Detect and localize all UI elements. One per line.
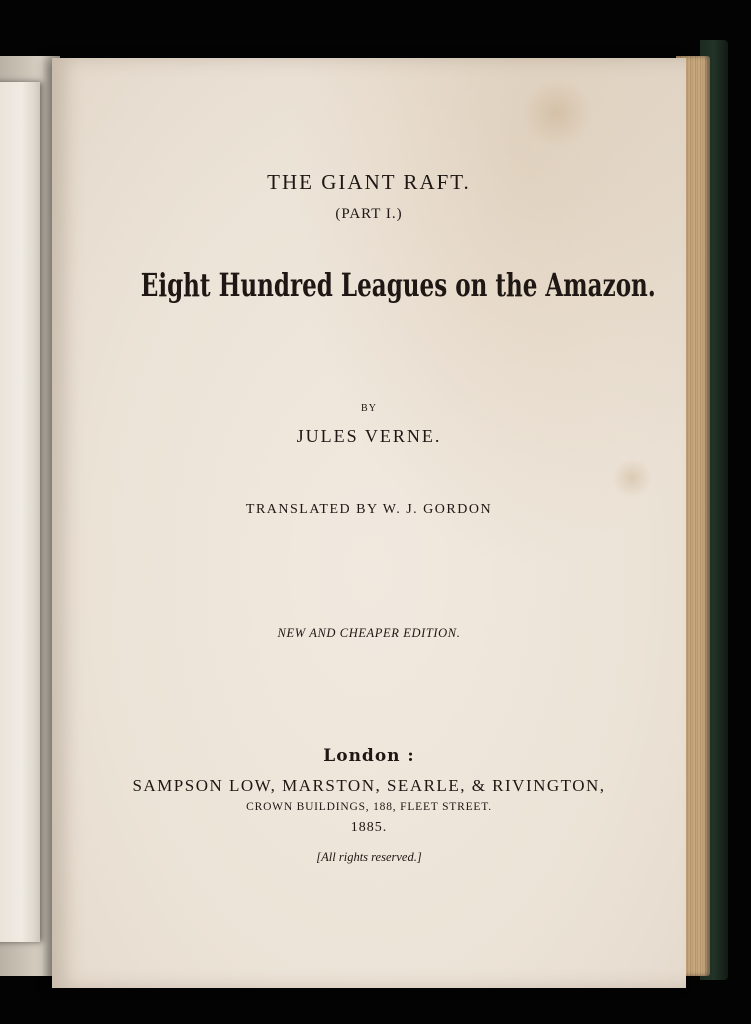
part-label: (PART I.) [335,206,403,222]
publisher-address: CROWN BUILDINGS, 188, FLEET STREET. [246,801,492,813]
translator-line: TRANSLATED BY W. J. GORDON [245,502,493,517]
edition-line: NEW AND CHEAPER EDITION. [277,626,461,640]
author-name: JULES VERNE. [296,426,442,446]
title-page [52,58,686,988]
by-label: BY [361,403,377,414]
main-title-text: Eight Hundred Leagues on the Amazon. [140,266,656,304]
paper-stain [612,458,652,498]
main-title [140,266,656,304]
publication-place: London : [323,746,415,766]
paper-stain [522,78,592,148]
publication-year: 1885. [350,820,388,835]
series-title: THE GIANT RAFT. [267,170,471,194]
publisher-name: SAMPSON LOW, MARSTON, SEARLE, & RIVINGTON, [132,776,606,795]
rights-notice: [All rights reserved.] [316,850,422,864]
left-page [0,82,40,942]
